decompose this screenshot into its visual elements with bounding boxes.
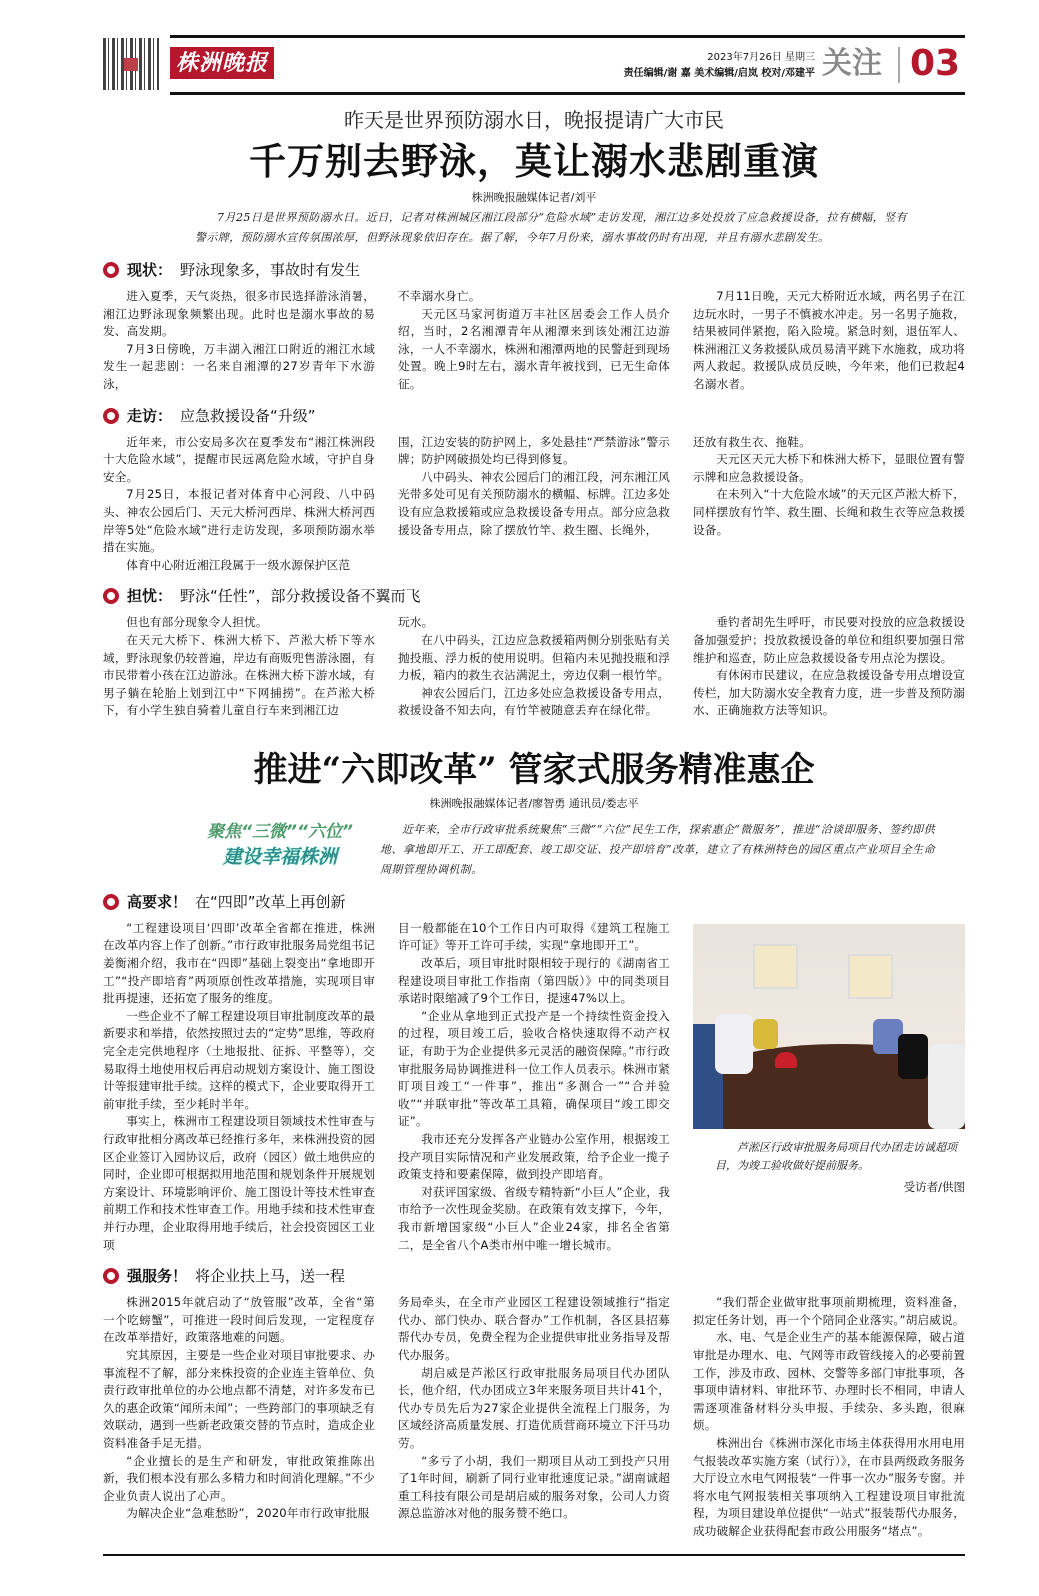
- text-column: [103, 920, 375, 1254]
- paragraph: 近年来，市公安局多次在夏季发布“湘江株洲段十大危险水域”，提醒市民远离危险水域，守护自身安全。: [103, 434, 375, 484]
- photo-caption: 芦淞区行政审批服务局项目代办团走访诚超项目，为竣工验收做好提前服务。: [715, 1140, 957, 1172]
- person: [715, 1014, 753, 1074]
- badge-line1: 聚焦“三微”“六位”: [207, 821, 353, 842]
- heading-title: 野泳“任性”，部分救援设备不翼而飞: [180, 587, 421, 606]
- paragraph: 7月3日傍晚，万丰湖入湘江口附近的湘江水域发生一起悲剧：一名来自湘潭的27岁青年下水游泳，: [103, 341, 375, 391]
- article2-title: 推进“六即改革” 管家式服务精准惠企: [253, 749, 815, 790]
- window-left: [753, 944, 798, 989]
- column-row: [103, 434, 965, 575]
- section-heading: [103, 1266, 965, 1286]
- paragraph: 围，江边安装的防护网上，多处悬挂“严禁游泳”警示牌；防护网破损处均已得到修复。: [398, 434, 670, 467]
- text-column: [398, 1294, 670, 1523]
- paragraph: 改革后，项目审批时限相较于现行的《湖南省工程建设项目审批工作指南（第四版）》中的同类项目承诺时限缩减了9个工作日，提速47%以上。: [398, 956, 670, 1006]
- paragraph: 株洲2015年就启动了“放管服”改革，全省“第一个吃螃蟹”，可推进一段时间后发现，一定程度存在改革举措好，政策落地难的问题。: [103, 1295, 375, 1345]
- paragraph: 有休闲市民建议，在应急救援设备专用点增设宣传栏，加大防溺水安全教育力度，进一步普及预防溺水、正确施救方法等知识。: [693, 668, 965, 718]
- text-column: [693, 434, 965, 540]
- paragraph: 务局牵头，在全市产业园区工程建设领域推行“指定代办、部门快办、联合督办”工作机制，各区县招募帮代办专员，免费全程为企业提供审批业务指导及帮代办服务。: [398, 1295, 670, 1362]
- paragraph: 事实上，株洲市工程建设项目领域技术性审查与行政审批相分离改革已经推行多年，来株洲投资的园区企业签订入园协议后，政府（园区）做土地供应的同时，企业即可根据拟用地范围和规划条件开展规划方案设计、环境影响评价、施工图设计等技术性审查前期工作和技术性审查工作。用地手续和技术性审查并行办理，企业取得用地手续后，社会投资园区工业项: [103, 1114, 375, 1252]
- page-number: 03: [910, 43, 961, 84]
- section-heading: [103, 586, 965, 606]
- section-heading: [103, 892, 965, 912]
- paragraph: 7月25日，本报记者对体育中心河段、八中码头、神农公园后门、天元大桥河西岸、株洲大桥河西岸等5处“危险水域”进行走访发现，多项预防溺水举措在实施。: [103, 487, 375, 555]
- paragraph: 八中码头、神农公园后门的湘江段，河东湘江风光带多处可见有关预防溺水的横幅、标牌。江边多处设有应急救援箱或应急救援设备专用点。部分应急救援设备专用点，除了摆放竹竿、救生圈、长绳外，: [398, 469, 670, 537]
- paragraph: 水、电、气是企业生产的基本能源保障，破占道审批是办理水、电、气网等市政管线接入的必要前置工作，涉及市政、园林、交警等多部门审批事项，各事项申请材料、审批环节、办理时长不相同，申请人需逐项准备材料分头申报、手续杂、多头跑，很麻烦。: [693, 1330, 965, 1433]
- section-divider: [898, 47, 900, 83]
- article1-lead: 7月25日是世界预防溺水日。近日，记者对株洲城区湘江段部分“危险水域”走访发现，湘江边多处投放了应急救援设备，拉有横幅，竖有警示牌，预防溺水宣传氛围浓厚，但野泳现象依旧存在。据了解，今年7月份来，溺水事故仍时有出现，并且有溺水悲剧发生。: [195, 211, 907, 244]
- paragraph: 天元区马家河街道万丰社区居委会工作人员介绍，当时，2名湘潭青年从湘潭来到该处湘江边游泳，一人不幸溺水，株洲和湘潭两地的民警赶到现场处置。晚上9时左右，溺水青年被找到，已无生命体征。: [398, 306, 670, 391]
- masthead-bottom-rule: [170, 92, 965, 95]
- article1-title: 千万别去野泳，莫让溺水悲剧重演: [249, 140, 819, 183]
- paragraph: 对获评国家级、省级专精特新“小巨人”企业，我市给予一次性现金奖励。在政策有效支撑下，今年，我市新增国家级“小巨人”企业24家，排名全省第二，是全省八个A类市州中唯一增长城市。: [398, 1184, 670, 1252]
- paragraph: 目一般都能在10个工作日内可取得《建筑工程施工许可证》等开工许可手续，实现“拿地即开工”。: [398, 920, 670, 953]
- person: [928, 1044, 965, 1129]
- paragraph: 究其原因，主要是一些企业对项目审批要求、办事流程不了解，部分来株投资的企业连主管单位、负责行政审批单位的办公地点都不清楚，对许多发布已久的惠企政策“闻所未闻”；一些跨部门的事项缺乏有效联动，遇到一些新老政策交替的节点时，造成企业资料准备手足无措。: [103, 1347, 375, 1450]
- window-right: [848, 954, 893, 999]
- masthead-top-rule: [170, 35, 965, 38]
- paragraph: 在天元大桥下、株洲大桥下、芦淞大桥下等水域，野泳现象仍较普遍，岸边有商贩兜售游泳圈，有市民带着小孩在江边游泳。在株洲大桥下游水域，有男子躺在轮胎上划到江中“下网捕捞”。在芦淞大桥下，有小学生独自骑着儿童自行车来到湘江边: [103, 632, 375, 718]
- photo-credit: 受访者/供图: [903, 1179, 965, 1194]
- heading-label: 走访：: [127, 406, 173, 425]
- paragraph: 进入夏季，天气炎热，很多市民选择游泳消暑，湘江边野泳现象频繁出现。此时也是溺水事故的易发、高发期。: [103, 289, 375, 339]
- section-heading: [103, 260, 965, 280]
- paragraph: “我们帮企业做审批事项前期梳理，资料准备，拟定任务计划，再一个个陪同企业落实。”胡启威说。: [693, 1295, 965, 1327]
- heading-label: 强服务！: [127, 1267, 188, 1286]
- paragraph: 天元区天元大桥下和株洲大桥下，显眼位置有警示牌和应急救援设备。: [693, 452, 965, 484]
- circle-bullet-icon: [103, 262, 119, 278]
- page-content: [103, 106, 965, 1596]
- photo-column: [693, 920, 965, 1195]
- text-column: [103, 434, 375, 575]
- hard-hat: [775, 1052, 797, 1068]
- article1-byline: 株洲晚报融媒体记者/刘平: [471, 191, 597, 204]
- heading-title: 应急救援设备“升级”: [180, 406, 316, 425]
- paragraph: 神农公园后门，江边多处应急救援设备专用点，救援设备不知去向，有竹竿被随意丢弃在绿化带。: [398, 685, 670, 718]
- qr-code-icon: [103, 38, 159, 90]
- person: [753, 1019, 778, 1049]
- paragraph: “企业擅长的是生产和研发，审批政策推陈出新，我们根本没有那么多精力和时间消化理解。”不少企业负责人说出了心声。: [103, 1453, 375, 1503]
- text-column: [103, 288, 375, 394]
- paragraph: 一些企业不了解工程建设项目审批制度改革的最新要求和举措，依然按照过去的“定势”思维，等政府完全走完供地程序（土地报批、征拆、平整等），交易取得土地使用权后再启动规划方案设计、施工图设计等报建审批手续。这样的模式下，企业要取得开工前审批手续，至少耗时半年。: [103, 1008, 375, 1111]
- column-row: [103, 614, 965, 720]
- column-row: [103, 288, 965, 394]
- paragraph: 不幸溺水身亡。: [398, 289, 481, 303]
- article1-subtitle: 昨天是世界预防溺水日，晚报提请广大市民: [344, 108, 724, 132]
- circle-bullet-icon: [103, 588, 119, 604]
- heading-title: 在“四即”改革上再创新: [195, 892, 346, 911]
- paragraph: 在八中码头，江边应急救援箱两侧分别张贴有关抛投瓶、浮力板的使用说明。但箱内未见抛投瓶和浮力板，箱内的救生衣沾满泥土，旁边仅剩一根竹竿。: [398, 632, 670, 683]
- paragraph: 我市还充分发挥各产业链办公室作用，根据竣工投产项目实际情况和产业发展政策，给予企业一揽子政策支持和要素保障，做到投产即培育。: [398, 1132, 670, 1182]
- paragraph: 在未列入“十大危险水域”的天元区芦淞大桥下，同样摆放有竹竿、救生圈、长绳和救生衣等应急救援设备。: [693, 487, 965, 537]
- text-column: [693, 1294, 965, 1540]
- text-column: [103, 1294, 375, 1523]
- page-bottom-rule: [103, 1554, 965, 1556]
- circle-bullet-icon: [103, 408, 119, 424]
- article2-byline: 株洲晚报融媒体记者/廖智勇 通讯员/娄志平: [429, 796, 639, 810]
- text-column: [693, 288, 965, 394]
- person: [898, 1034, 928, 1079]
- text-column: [103, 614, 375, 720]
- paragraph: 体育中心附近湘江段属于一级水源保护区范: [126, 557, 351, 572]
- paragraph: 垂钓者胡先生呼吁，市民要对投放的应急救援设备加强爱护；投放救援设备的单位和组织要加强日常维护和巡查，防止应急救援设备专用点沦为摆设。: [693, 615, 965, 665]
- campaign-badge: [195, 820, 365, 870]
- newspaper-logo: 株洲晚报: [170, 47, 274, 79]
- paragraph: 株洲出台《株洲市深化市场主体获得用水用电用气报装改革实施方案（试行）》，在市县两级政务服务大厅设立水电气网报装“一件事一次办”服务专窗。并将水电气网报装相关事项纳入工程建设项目审批流程，为项目建设单位提供“一站式”报装帮代办服务，成功破解企业获得配套市政公用服务“堵点”。: [693, 1435, 965, 1538]
- text-column: [398, 920, 670, 1254]
- circle-bullet-icon: [103, 894, 119, 910]
- paragraph: 但也有部分现象令人担忧。: [126, 615, 268, 630]
- heading-label: 高要求！: [127, 892, 188, 911]
- editors-credit: 责任编辑/谢 嘉 美术编辑/启岚 校对/邓建平: [623, 68, 815, 79]
- paragraph: 玩水。: [398, 615, 434, 630]
- heading-label: 担忧：: [127, 587, 173, 606]
- issue-date: 2023年7月26日 星期三: [707, 52, 815, 63]
- paragraph: 7月11日晚，天元大桥附近水域，两名男子在江边玩水时，一男子不慎被水冲走。另一名男子施救，结果被同伴紧抱，陷入险境。紧急时刻，退伍军人、株洲湘江义务救援队成员易清平跳下水施救，成功将两人救起。救援队成员反映，今年来，他们已救起4名溺水者。: [693, 289, 965, 391]
- circle-bullet-icon: [103, 1268, 119, 1284]
- heading-title: 野泳现象多，事故时有发生: [180, 261, 361, 279]
- paragraph: “多亏了小胡，我们一期项目从动工到投产只用了1年时间，刷新了同行业审批速度记录。”湖南诚超重工科技有限公司是胡启威的服务对象，公司人力资源总监游冰对他的服务赞不绝口。: [398, 1453, 670, 1521]
- column-row: [103, 920, 965, 1254]
- paragraph: 还放有救生衣、拖鞋。: [693, 434, 811, 449]
- section-name: 关注: [822, 46, 882, 81]
- section-heading: [103, 406, 965, 426]
- paragraph: “企业从拿地到正式投产是一个持续性资金投入的过程，项目竣工后，验收合格快速取得不动产权证，有助于为企业提供多元灵活的融资保障。”市行政审批服务局协调推进科一位工作人员表示。株洲市紧盯项目竣工“一件事”，推出“多测合一”“合并验收”“并联审批”等改革工具箱，确保项目“竣工即交证”。: [398, 1008, 670, 1129]
- heading-title: 将企业扶上马，送一程: [195, 1267, 346, 1286]
- paragraph: “工程建设项目‘四即’改革全省都在推进，株洲在改革内容上作了创新。”市行政审批服务局党组书记姜衡湘介绍，我市在“四即”基础上裂变出“拿地即开工”“投产即培育”两项原创性改革措施，实现项目审批再提速，还拓宽了服务的维度。: [103, 920, 375, 1006]
- text-column: [398, 434, 670, 540]
- badge-line2: 建设幸福株洲: [222, 845, 337, 868]
- text-column: [693, 614, 965, 720]
- paragraph: 为解决企业“急难愁盼”，2020年市行政审批服: [126, 1506, 370, 1521]
- meeting-photo: [693, 924, 965, 1129]
- article2-lead-row: [195, 820, 965, 880]
- article2-lead: 近年来，全市行政审批系统聚焦“三微”“六位”民生工作，探索惠企“微服务”，推进“洽谈即服务、签约即供地、拿地即开工、开工即配套、竣工即交证、投产即培育”改革，建立了有株洲特色的园区重点产业项目全生命周期管理协调机制。: [380, 822, 935, 876]
- paragraph: 胡启威是芦淞区行政审批服务局项目代办团队长，他介绍，代办团成立3年来服务项目共计41个，代办专员先后为27家企业提供全流程上门服务，为区域经济高质量发展、打造优质营商环境立下汗马功劳。: [398, 1365, 670, 1450]
- heading-label: 现状：: [127, 261, 173, 279]
- column-row: [103, 1294, 965, 1540]
- text-column: [398, 288, 670, 394]
- text-column: [398, 614, 670, 720]
